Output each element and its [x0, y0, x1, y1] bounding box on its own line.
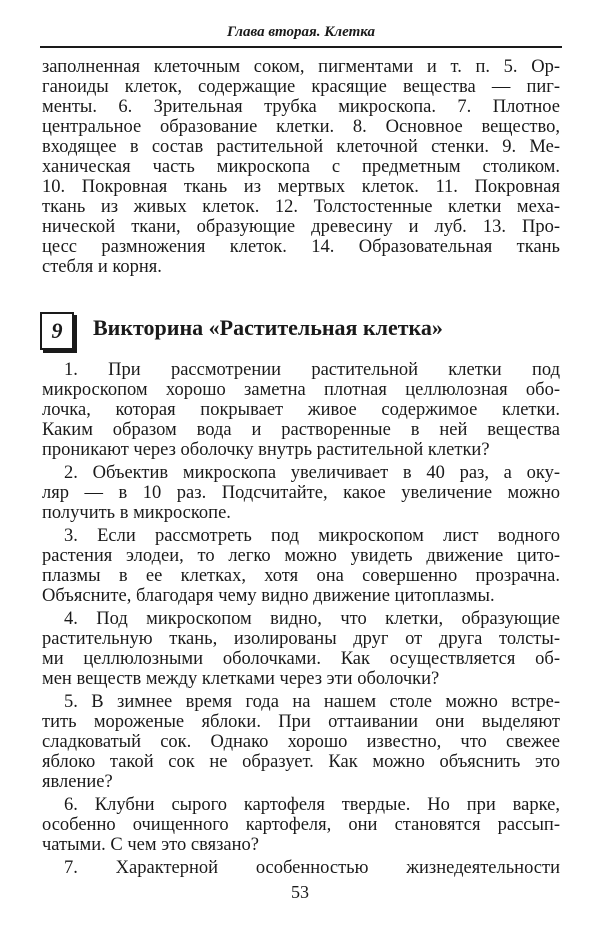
- text-line: яблоко такой сок не образует. Как можно объяснить это: [42, 752, 560, 772]
- text-line: стебля и корня.: [42, 257, 162, 277]
- text-line: растения элодеи, то легко можно увидеть движение цито-: [42, 546, 560, 566]
- text-line: лочка, которая покрывает живое содержимое клетки.: [42, 400, 560, 420]
- text-line: мен веществ между клетками через эти оболочки?: [42, 669, 440, 689]
- text-line: тить мороженые яблоки. При оттаивании они выделяют: [42, 712, 560, 732]
- text-line: менты. 6. Зрительная трубка микроскопа. 7. Плотное: [42, 97, 560, 117]
- running-header: Глава вторая. Клетка: [227, 24, 375, 40]
- question-5: [42, 692, 560, 792]
- text-line: 7. Характерной особенностью жизнедеятельности: [64, 858, 560, 878]
- section-title: Викторина «Растительная клетка»: [93, 315, 443, 340]
- text-line: плазмы в ее клетках, хотя она совершенно прозрачна.: [42, 566, 560, 586]
- text-line: Объясните, благодаря чему видно движение цитоплазмы.: [42, 586, 495, 606]
- header-rule: [40, 46, 562, 48]
- quiz-questions: [42, 360, 560, 881]
- text-line: чатыми. С чем это связано?: [42, 835, 259, 855]
- text-line: микроскопом хорошо заметна плотная целлюлозная обо-: [42, 380, 560, 400]
- text-line: ганоиды клеток, содержащие красящие вещества — пиг-: [42, 77, 560, 97]
- text-line: 5. В зимнее время года на нашем столе можно встре-: [64, 692, 560, 712]
- text-line: центральное образование клетки. 8. Основное вещество,: [42, 117, 560, 137]
- text-line: 2. Объектив микроскопа увеличивает в 40 раз, а оку-: [64, 463, 560, 483]
- text-line: ляр — в 10 раз. Подсчитайте, какое увеличение можно: [42, 483, 560, 503]
- question-6: [42, 795, 560, 855]
- text-line: растительную ткань, изолированы друг от друга толсты-: [42, 629, 560, 649]
- text-line: 10. Покровная ткань из мертвых клеток. 11. Покровная: [42, 177, 560, 197]
- text-line: нической ткани, образующие древесину и луб. 13. Про-: [42, 217, 560, 237]
- text-line: 1. При рассмотрении растительной клетки под: [64, 360, 560, 380]
- text-line: ткань из живых клеток. 12. Толстостенные клетки меха-: [42, 197, 560, 217]
- text-line: 4. Под микроскопом видно, что клетки, образующие: [64, 609, 560, 629]
- text-line: сладковатый сок. Однако хорошо известно, что свежее: [42, 732, 560, 752]
- text-line: получить в микроскопе.: [42, 503, 231, 523]
- text-line: ханическая часть микроскопа с предметным столиком.: [42, 157, 560, 177]
- text-line: особенно очищенного картофеля, они становятся рассып-: [42, 815, 560, 835]
- question-4: [42, 609, 560, 689]
- page-number: 53: [291, 882, 309, 902]
- question-7: [42, 858, 560, 878]
- text-line: 6. Клубни сырого картофеля твердые. Но при варке,: [64, 795, 560, 815]
- question-3: [42, 526, 560, 606]
- intro-text: [42, 57, 560, 277]
- text-line: ми целлюлозными оболочками. Как осуществляется об-: [42, 649, 560, 669]
- text-line: цесс размножения клеток. 14. Образовательная ткань: [42, 237, 560, 257]
- question-2: [42, 463, 560, 523]
- text-line: проникают через оболочку внутрь растительной клетки?: [42, 440, 490, 460]
- text-line: явление?: [42, 772, 113, 792]
- question-1: [42, 360, 560, 460]
- text-line: входящее в состав растительной клеточной стенки. 9. Ме-: [42, 137, 560, 157]
- text-line: Каким образом вода и растворенные в ней вещества: [42, 420, 560, 440]
- section-number-box: 9: [40, 312, 74, 350]
- text-line: заполненная клеточным соком, пигментами и т. п. 5. Ор-: [42, 57, 560, 77]
- text-line: 3. Если рассмотреть под микроскопом лист водного: [64, 526, 560, 546]
